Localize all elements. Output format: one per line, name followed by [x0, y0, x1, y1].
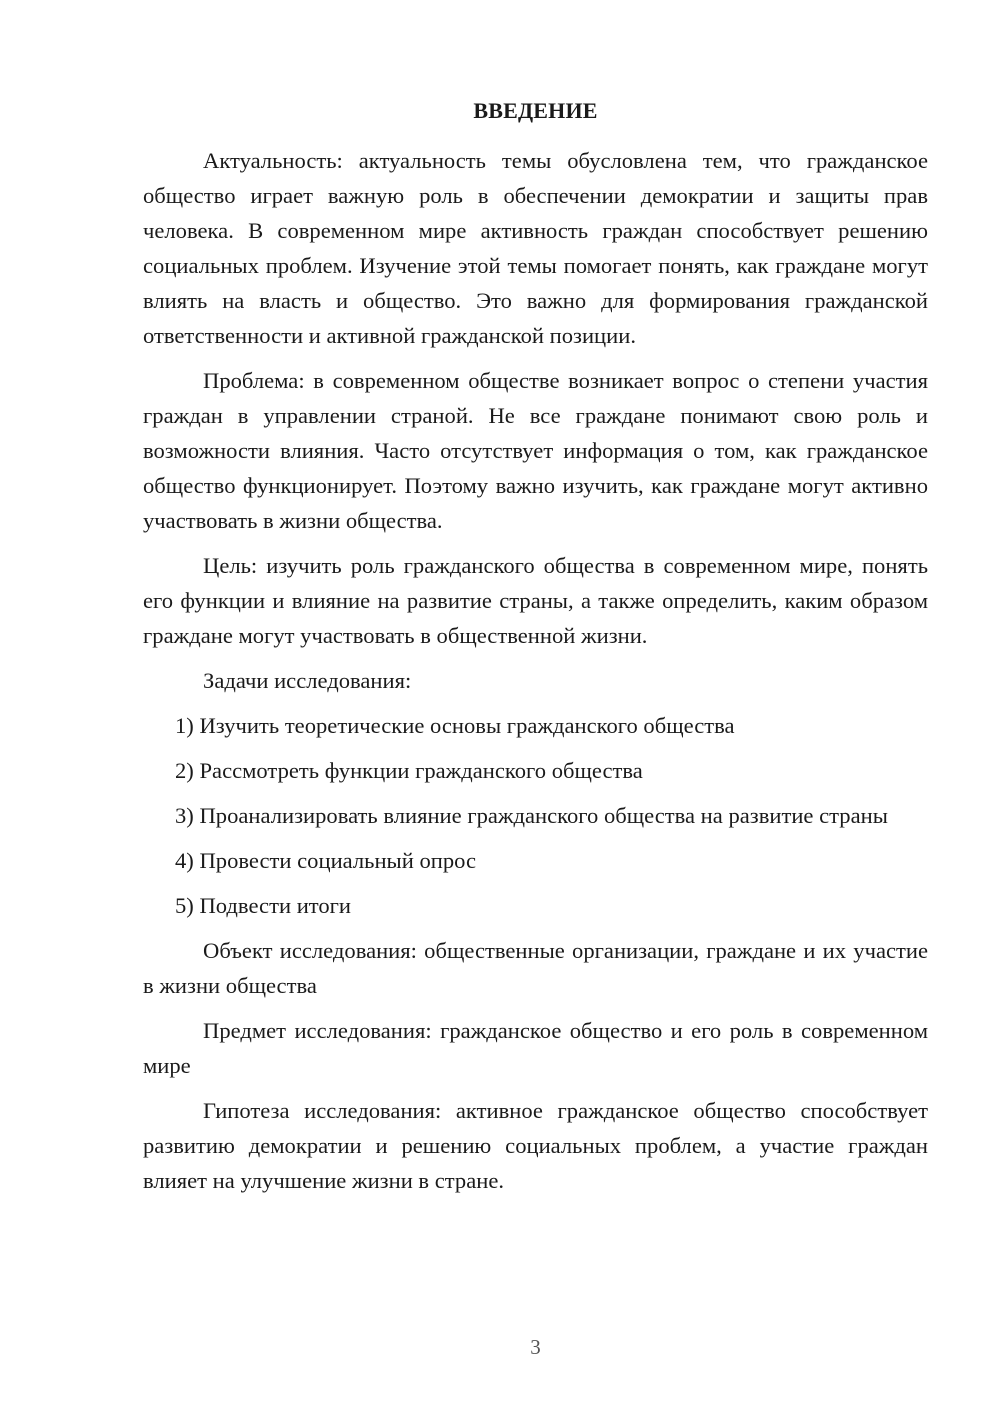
task-item-3: 3) Проанализировать влияние гражданского общества на развитие страны	[175, 803, 888, 828]
paragraph-relevance: Актуальность: актуальность темы обусловлена тем, что гражданское общество играет важную роль в обеспечении демократии и защиты прав человека. В современном мире активность граждан способствует решению социальных проблем. Изучение этой темы помогает понять, как граждане могут влиять на власть и общество. Это важно для формирования гражданской ответственности и активной гражданской позиции.	[143, 148, 928, 348]
paragraph-problem: Проблема: в современном обществе возникает вопрос о степени участия граждан в управлении страной. Не все граждане понимают свою роль и возможности влияния. Часто отсутствует информация о том, как гражданское общество функционирует. Поэтому важно изучить, как граждане могут активно участвовать в жизни общества.	[143, 368, 928, 533]
task-item-1: 1) Изучить теоретические основы гражданского общества	[175, 713, 735, 738]
paragraph-object: Объект исследования: общественные организации, граждане и их участие в жизни общества	[143, 938, 928, 998]
document-page	[143, 0, 928, 1414]
task-item-5: 5) Подвести итоги	[175, 893, 352, 918]
document-body	[143, 143, 928, 1198]
page-number: 3	[530, 1335, 541, 1359]
task-item-4: 4) Провести социальный опрос	[175, 848, 477, 873]
paragraph-subject: Предмет исследования: гражданское общество и его роль в современном мире	[143, 1018, 928, 1078]
task-item-2: 2) Рассмотреть функции гражданского общества	[175, 758, 643, 783]
paragraph-tasks-heading: Задачи исследования:	[203, 668, 412, 693]
paragraph-goal: Цель: изучить роль гражданского общества в современном мире, понять его функции и влияние на развитие страны, а также определить, каким образом граждане могут участвовать в общественной жизни.	[143, 553, 928, 648]
paragraph-hypothesis: Гипотеза исследования: активное гражданское общество способствует развитию демократии и решению социальных проблем, а участие граждан влияет на улучшение жизни в стране.	[143, 1098, 928, 1193]
section-title: ВВЕДЕНИЕ	[473, 98, 598, 123]
